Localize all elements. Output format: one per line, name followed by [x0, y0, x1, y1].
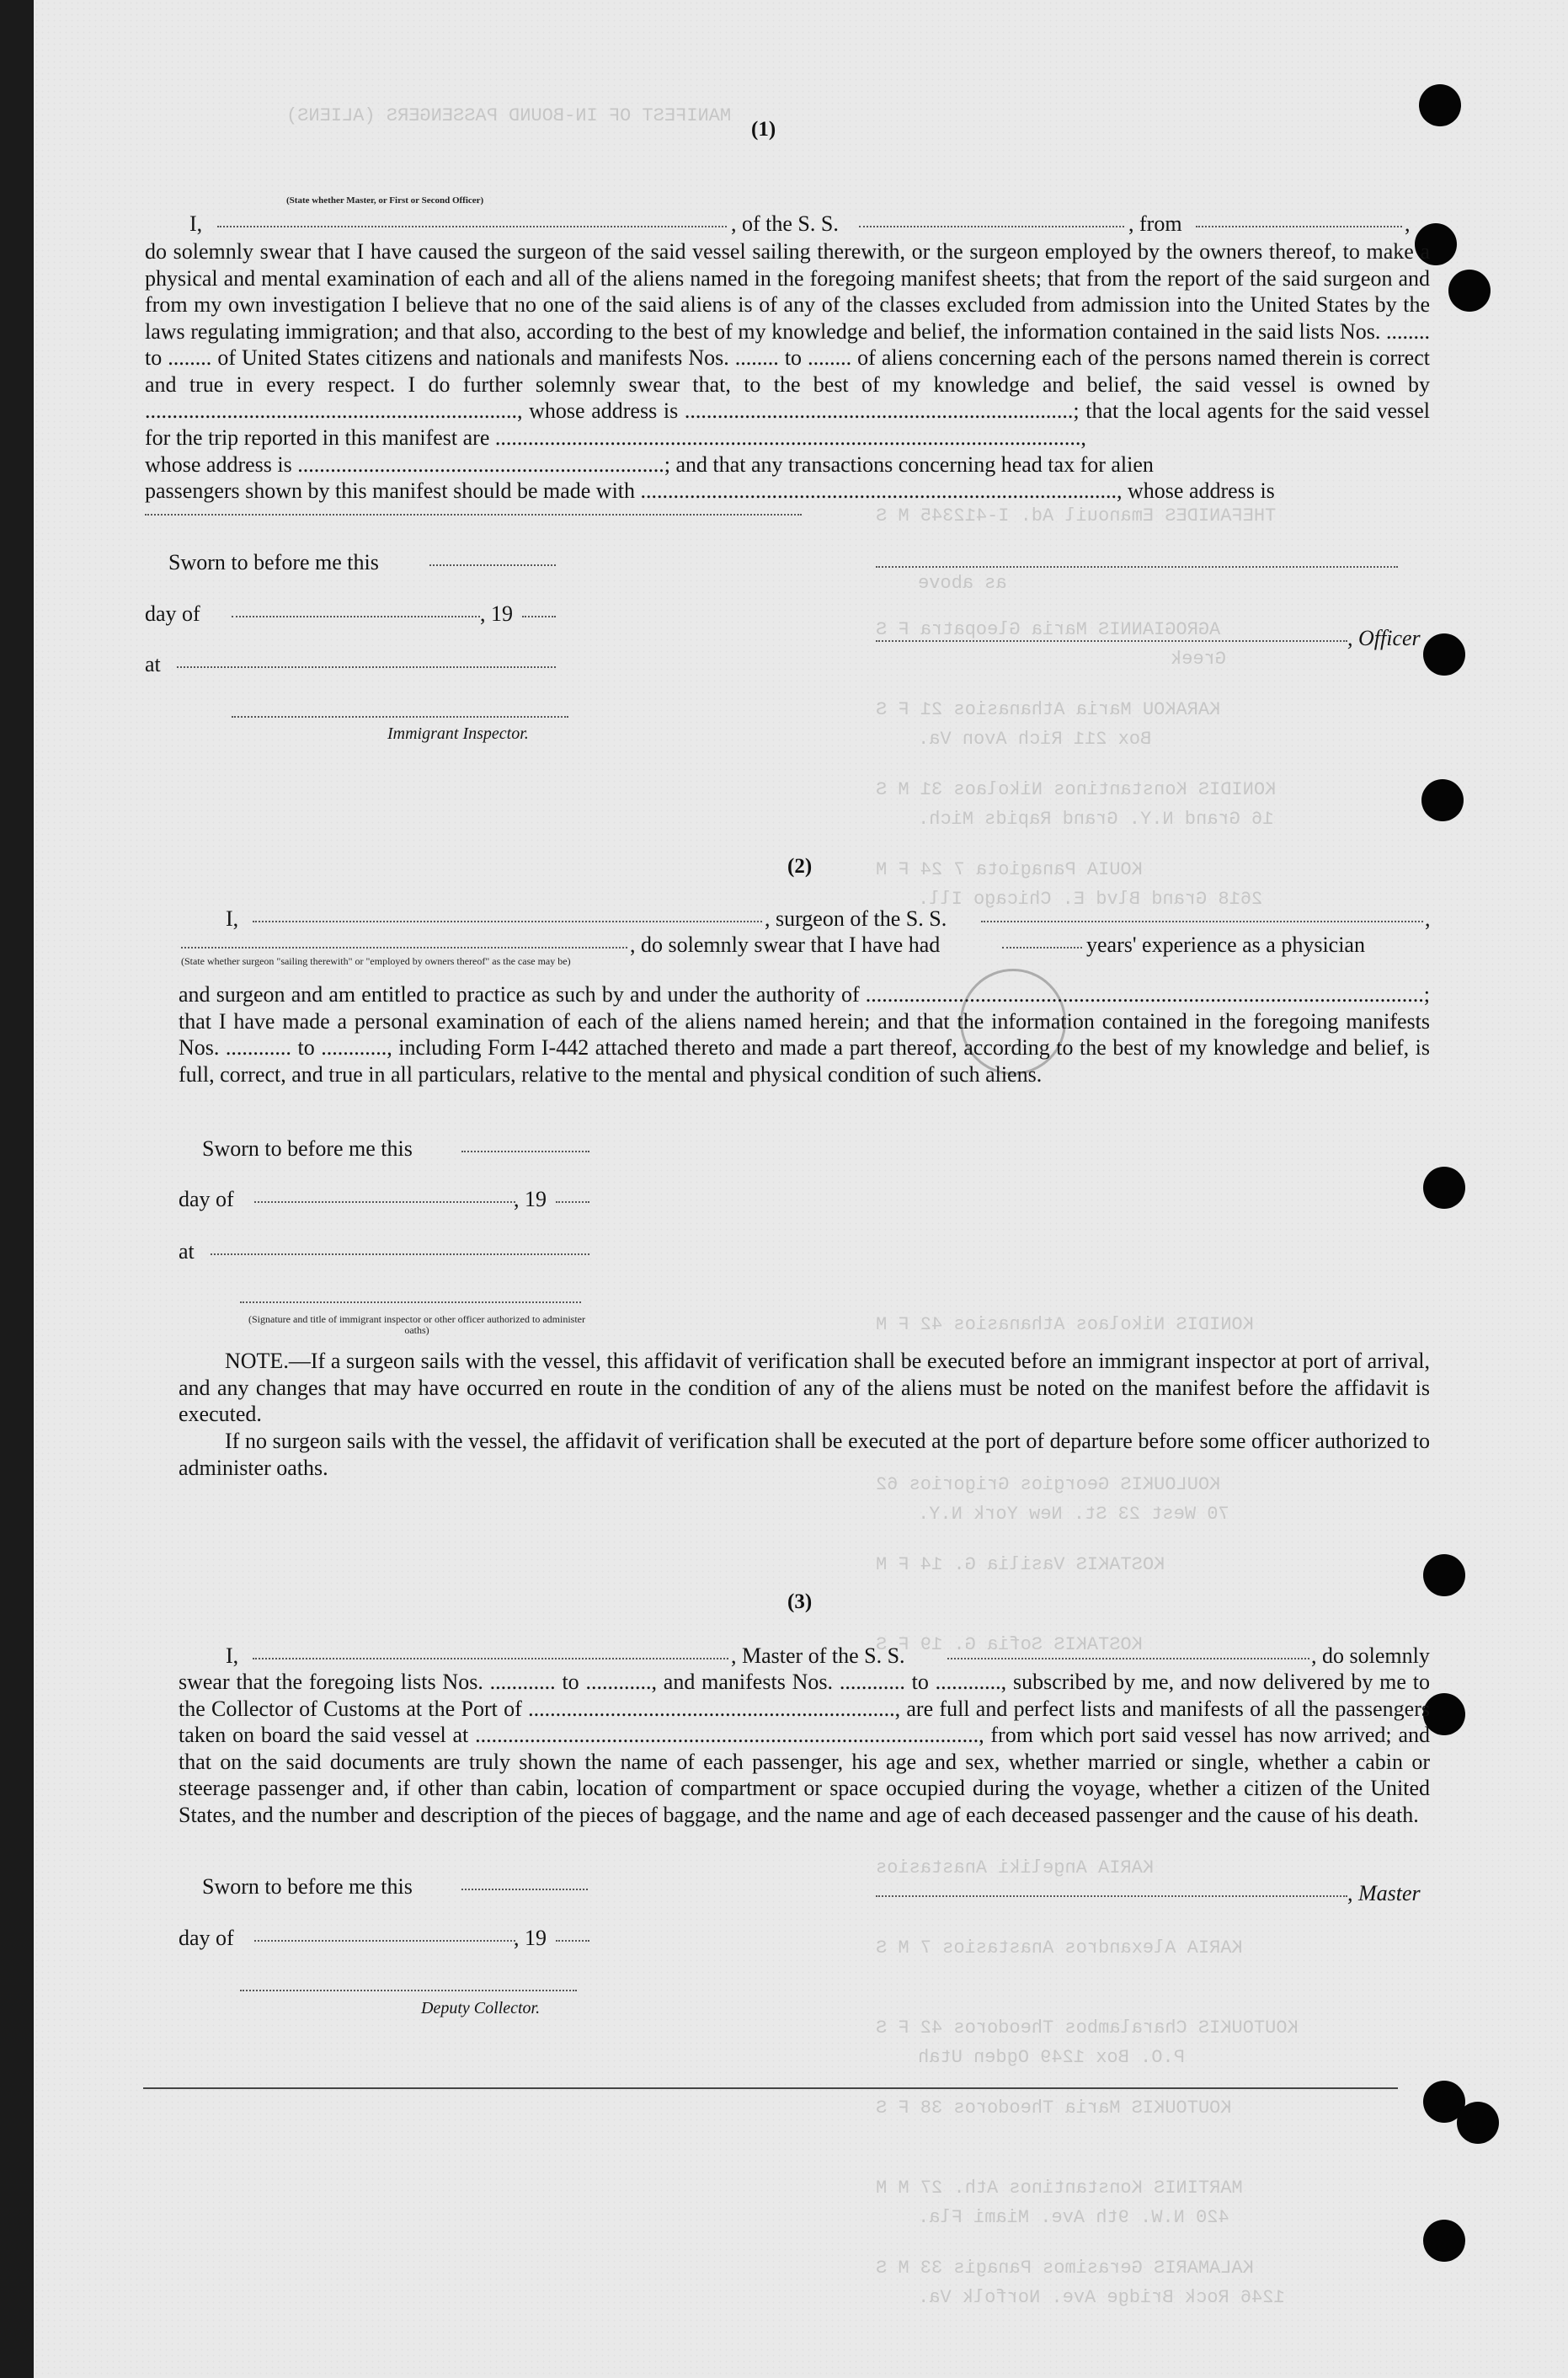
s1-officer-name-field[interactable]: [217, 226, 727, 227]
s2-signature-note: (Signature and title of immigrant inspector or other officer authorized to administer oaths): [248, 1313, 585, 1336]
bleed-line: as above: [918, 573, 1007, 594]
s1-month-field[interactable]: [232, 616, 480, 617]
s2-at-field[interactable]: [211, 1253, 589, 1255]
bleed-line: Greek: [1171, 649, 1227, 670]
s1-officer-note: (State whether Master, or First or Second Officer): [286, 195, 484, 206]
s1-officer-signature-field[interactable]: [876, 640, 1347, 642]
s2-body: and surgeon and am entitled to practice as such by and under the authority of ......................................................................................................; that I have made a personal examination of each of the aliens named herein; and that the information contained in the foregoing manifests Nos. ............ to ............, including Form I-442 attached thereto and made a part thereof, according to the best of my knowledge and belief, is full, correct, and true in all particulars, relative to the mental and physical condition of such aliens.: [179, 982, 1430, 1087]
s3-month-field[interactable]: [254, 1940, 515, 1942]
bottom-rule: [143, 2087, 1398, 2089]
punch-hole: [1421, 779, 1464, 821]
s2-comma: ,: [1425, 906, 1431, 931]
bleed-line: 16 Grand N.Y. Grand Rapids Mich.: [918, 809, 1274, 830]
bleed-line: KOUTOUKIS Maria Theodoros 38 F S: [876, 2097, 1232, 2119]
s1-sworn-day-field[interactable]: [429, 564, 556, 566]
s2-employment-field[interactable]: [181, 947, 627, 949]
s2-vessel-field[interactable]: [981, 921, 1423, 922]
s1-comma: ,: [1405, 211, 1411, 236]
manifest-page: [34, 0, 1568, 2378]
bleed-line: KARIA Alexandros Anastasios 7 M S: [876, 1937, 1243, 1959]
s3-i-label: I,: [226, 1643, 239, 1668]
s3-master-name-field[interactable]: [253, 1658, 728, 1659]
punch-hole: [1423, 2220, 1465, 2262]
bleed-line: 420 N.W. 9th Ave. Miami Fla.: [918, 2207, 1229, 2228]
punch-hole: [1423, 1167, 1465, 1209]
s1-whose-address: whose address is ...................................................................; and that any transactions concerning head tax for alien: [145, 452, 1154, 477]
s1-inspector-signature-field[interactable]: [232, 716, 568, 718]
s3-master-label: , Master of the S. S.: [731, 1643, 905, 1668]
bleed-line: P.O. Box 1249 Ogden Utah: [918, 2047, 1185, 2068]
s1-body: do solemnly swear that I have caused the surgeon of the said vessel sailing therewith, or the surgeon employed by the owners thereof, to make a physical and mental examination of each and all of the aliens named in the foregoing manifest sheets; that from the report of the said surgeon and from my own investigation I believe that no one of the said aliens is of any of the classes excluded from admission into the United States by the laws regulating immigration; and that also, according to the best of my knowledge and belief, the information contained in the said lists Nos. ........ to ........ of United States citizens and nationals and manifests Nos. ........ to ........ of aliens concerning each of the persons named therein is correct and true in every respect. I do further solemnly swear that, to the best of my knowledge and belief, the said vessel is owned by ...................................................................., whose address is .......................................................................; that the local agents for the said vessel for the trip reported in this manifest are ...........................................................................................................,: [145, 239, 1430, 450]
s2-at-label: at: [179, 1239, 195, 1264]
s3-deputy-label: Deputy Collector.: [421, 1999, 541, 2017]
s3-sworn-label: Sworn to before me this: [202, 1874, 413, 1899]
s1-officer-label: , Officer: [1347, 626, 1421, 650]
bleed-line: KALAMARIS Gerasimos Panagis 33 M S: [876, 2258, 1254, 2279]
s3-vessel-field[interactable]: [947, 1658, 1309, 1659]
s1-year-label: , 19: [480, 601, 513, 626]
s2-year-field[interactable]: [556, 1201, 589, 1203]
bleed-line: 2618 Grand Blvd E. Chicago Ill.: [918, 889, 1263, 910]
s1-i-label: I,: [189, 211, 203, 236]
s3-day-of-label: day of: [179, 1926, 234, 1950]
s1-day-of-label: day of: [145, 601, 200, 626]
punch-hole: [1457, 2102, 1499, 2144]
s1-vessel-field[interactable]: [859, 226, 1124, 227]
punch-hole: [1448, 270, 1491, 312]
punch-hole: [1423, 1554, 1465, 1596]
s2-do-swear-label: , do solemnly swear that I have had: [630, 932, 941, 957]
s1-from-field[interactable]: [1196, 226, 1402, 227]
s2-years-label: years' experience as a physician: [1086, 932, 1365, 957]
s1-inspector-label: Immigrant Inspector.: [387, 724, 529, 743]
s2-day-of-label: day of: [179, 1187, 234, 1211]
s3-do-solemnly: , do solemnly: [1311, 1643, 1430, 1668]
bleed-line: AGROGIANNIS Maria Gleopatra F S: [876, 619, 1221, 640]
section-1-number: (1): [751, 118, 776, 141]
s2-note-1: NOTE.—If a surgeon sails with the vessel, this affidavit of verification shall be executed before an immigrant inspector at port of arrival, and any changes that may have occurred en route in the condition of any of the aliens must be noted on the manifest before the affidavit is executed.: [179, 1349, 1430, 1426]
s3-master-signature-field[interactable]: [876, 1895, 1347, 1897]
s2-surgeon-label: , surgeon of the S. S.: [765, 906, 947, 931]
s1-year-field[interactable]: [522, 616, 556, 617]
s3-body: swear that the foregoing lists Nos. ............ to ............, and manifests Nos. ............ to ............, subscribed by me, and now delivered by me to the Collector of Customs at the Port of ..................................................................., are full and perfect lists and manifests of all the passengers taken on board the said vessel at ............................................................................................, from which port said vessel has now arrived; and that on the said documents are truly shown the name of each passenger, his age and sex, whether married or single, whether a cabin or steerage passenger and, if other than cabin, location of compartment or space occupied during the voyage, whether a citizen of the United States, and the number and description of the pieces of baggage, and the name and age of each deceased passenger and the cause of his death.: [179, 1670, 1430, 1827]
punch-hole: [1423, 633, 1465, 676]
s1-at-label: at: [145, 652, 161, 676]
bleed-line: MARTINIS Konstantinos Ath. 27 M M: [876, 2178, 1243, 2199]
bleed-line: MANIFEST OF IN-BOUND PASSENGERS (ALIENS): [286, 105, 732, 126]
s3-deputy-signature-field[interactable]: [240, 1990, 577, 1991]
bleed-line: KOULOUKIS Georgios Grigorios 62: [876, 1474, 1221, 1495]
bleed-line: KOUTOUKIS Charalambos Theodoros 42 F S: [876, 2017, 1299, 2039]
s2-sworn-label: Sworn to before me this: [202, 1136, 413, 1161]
punch-hole: [1419, 84, 1461, 126]
s1-head-tax-address-field[interactable]: [145, 514, 802, 516]
s3-sworn-day-field[interactable]: [461, 1889, 588, 1890]
bleed-line: KOSTAKIS Vasilia G. 14 F M: [876, 1554, 1165, 1575]
bleed-line: KOSTAKIS Sofia G. 19 F S: [876, 1634, 1143, 1655]
section-3-number: (3): [787, 1590, 813, 1613]
s1-officer-signature-line-top[interactable]: [876, 566, 1398, 568]
s2-years-field[interactable]: [1002, 947, 1082, 949]
s2-surgeon-note: (State whether surgeon "sailing therewith" or "employed by owners thereof" as the case may be): [181, 955, 571, 967]
s2-inspector-signature-field[interactable]: [240, 1301, 581, 1303]
s2-note-2: If no surgeon sails with the vessel, the affidavit of verification shall be executed at the port of departure before some officer authorized to administer oaths.: [179, 1429, 1430, 1480]
s3-master-signature-label: , Master: [1347, 1881, 1421, 1905]
bleed-line: 1246 Rock Bridge Ave. Norfolk Va.: [918, 2287, 1285, 2308]
bleed-line: KONIDIS Nikolaos Athanasios 42 F M: [876, 1314, 1254, 1335]
section-2-number: (2): [787, 855, 813, 878]
bleed-line: KOUIA Panagiota 7 24 F M: [876, 859, 1143, 880]
s2-surgeon-name-field[interactable]: [253, 921, 762, 922]
bleed-line: KARIA Angeliki Anastasios: [876, 1857, 1155, 1878]
bleed-line: Box 211 Rich Avon Va.: [918, 729, 1152, 750]
bleed-line: KARAKOU Maria Athanasios 21 F S: [876, 699, 1221, 720]
s1-passengers: passengers shown by this manifest should be made with ......................................................................................., whose address is: [145, 478, 1275, 503]
s2-i-label: I,: [226, 906, 239, 931]
bleed-line: THEFANIDES Emanouil Ad. I-412345 M S: [876, 505, 1277, 526]
s2-year-label: , 19: [514, 1187, 547, 1211]
bleed-line: 70 West 23 St. New York N.Y.: [918, 1504, 1229, 1525]
s3-year-label: , 19: [514, 1926, 547, 1950]
s3-year-field[interactable]: [556, 1940, 589, 1942]
s2-sworn-day-field[interactable]: [461, 1151, 589, 1152]
bleed-line: KONIDIS Konstantinos Nikolaos 31 M S: [876, 779, 1277, 800]
s1-from-label: , from: [1128, 211, 1182, 236]
s2-month-field[interactable]: [254, 1201, 515, 1203]
s1-sworn-label: Sworn to before me this: [168, 550, 379, 574]
s1-of-ss-label: , of the S. S.: [731, 211, 839, 236]
s1-at-field[interactable]: [177, 666, 556, 668]
